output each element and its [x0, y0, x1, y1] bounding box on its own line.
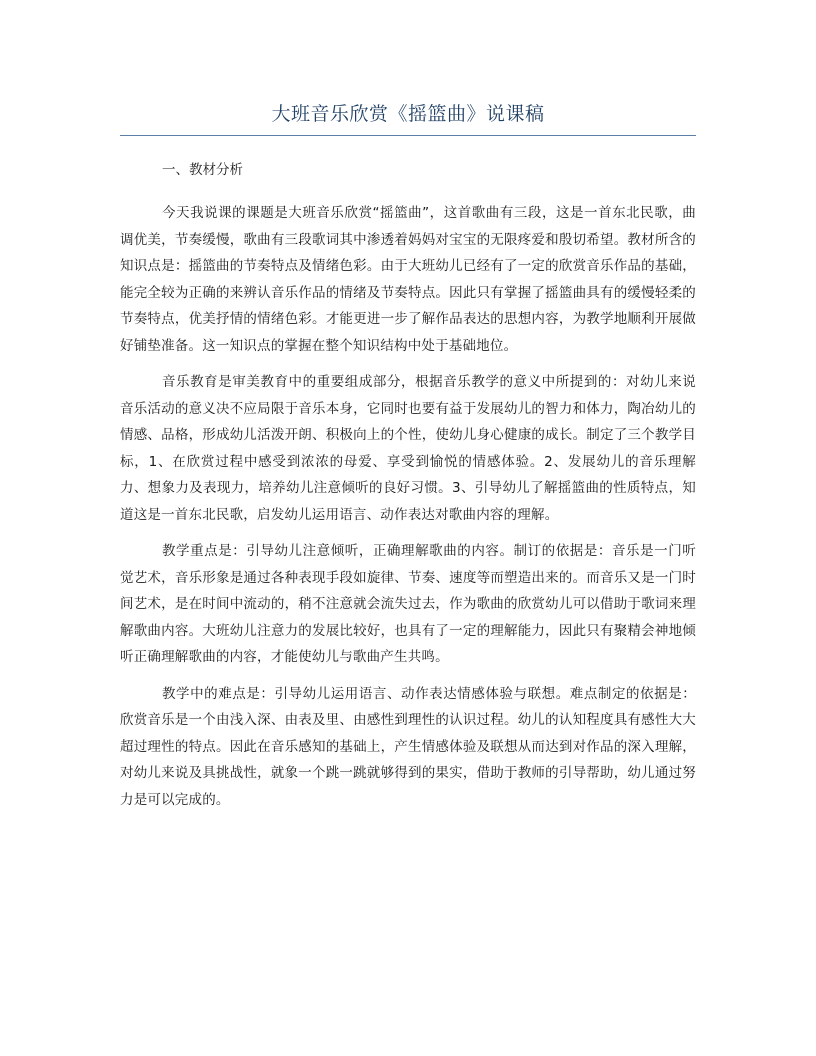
paragraph-2: 音乐教育是审美教育中的重要组成部分，根据音乐教学的意义中所提到的：对幼儿来说音乐活动的意义决不应局限于音乐本身，它同时也要有益于发展幼儿的智力和体力，陶冶幼儿的情感、品格，形成幼儿活泼开朗、积极向上的个性，使幼儿身心健康的成长。制定了三个教学目标，1、在欣赏过程中感受到浓浓的母爱、享受到愉悦的情感体验。2、发展幼儿的音乐理解力、想象力及表现力，培养幼儿注意倾听的良好习惯。3、引导幼儿了解摇篮曲的性质特点，知道这是一首东北民歌，启发幼儿运用语言、动作表达对歌曲内容的理解。 — [120, 374, 696, 523]
paragraph-1: 今天我说课的课题是大班音乐欣赏“摇篮曲”，这首歌曲有三段，这是一首东北民歌，曲调优美，节奏缓慢，歌曲有三段歌词其中渗透着妈妈对宝宝的无限疼爱和殷切希望。教材所含的知识点是：摇篮曲的节奏特点及情绪色彩。由于大班幼儿已经有了一定的欣赏音乐作品的基础，能完全较为正确的来辨认音乐作品的情绪及节奏特点。因此只有掌握了摇篮曲具有的缓慢轻柔的节奏特点，优美抒情的情绪色彩。才能更进一步了解作品表达的思想内容，为教学地顺利开展做好铺垫准备。这一知识点的掌握在整个知识结构中处于基础地位。 — [120, 205, 696, 354]
paragraph-4: 教学中的难点是：引导幼儿运用语言、动作表达情感体验与联想。难点制定的依据是：欣赏音乐是一个由浅入深、由表及里、由感性到理性的认识过程。幼儿的认知程度具有感性大大超过理性的特点。因此在音乐感知的基础上，产生情感体验及联想从而达到对作品的深入理解，对幼儿来说及具挑战性，就象一个跳一跳就够得到的果实，借助于教师的引导帮助，幼儿通过努力是可以完成的。 — [120, 685, 696, 808]
document-title: 大班音乐欣赏《摇篮曲》说课稿 — [271, 103, 545, 125]
section-heading: 一、教材分析 — [162, 162, 243, 178]
document-page — [120, 96, 696, 813]
paragraph-3: 教学重点是：引导幼儿注意倾听，正确理解歌曲的内容。制订的依据是：音乐是一门听觉艺术，音乐形象是通过各种表现手段如旋律、节奏、速度等而塑造出来的。而音乐又是一门时间艺术，是在时间中流动的，稍不注意就会流失过去，作为歌曲的欣赏幼儿可以借助于歌词来理解歌曲内容。大班幼儿注意力的发展比较好，也具有了一定的理解能力，因此只有聚精会神地倾听正确理解歌曲的内容，才能使幼儿与歌曲产生共鸣。 — [120, 543, 696, 665]
title-underline — [120, 135, 696, 136]
